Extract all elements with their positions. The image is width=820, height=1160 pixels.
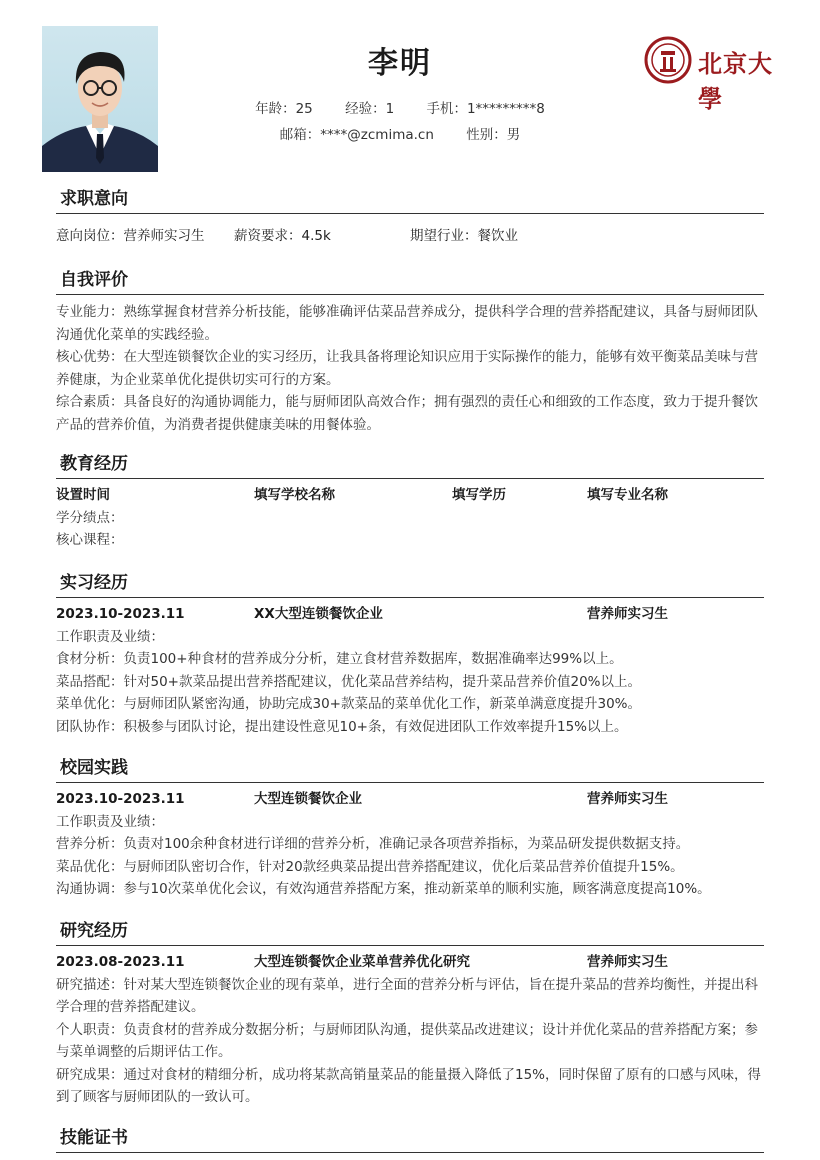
internship-time: 2023.10-2023.11	[56, 606, 185, 622]
desired-position: 意向岗位：营养师实习生	[56, 228, 205, 244]
campus-line: 菜品优化：与厨师团队密切合作，针对20款经典菜品提出营养搭配建议，优化后菜品营养价值提升15%。	[56, 858, 684, 875]
expected-salary: 薪资要求：4.5k	[234, 228, 331, 244]
section-objective	[56, 187, 764, 248]
education-header-row	[56, 484, 764, 507]
experience-value: 1	[385, 101, 395, 117]
objective-row	[56, 225, 764, 248]
research-paragraph: 研究描述：针对某大型连锁餐饮企业的现有菜单，进行全面的营养分析与评估，旨在提升菜品的营养均衡性，并提出科学合理的营养搭配建议。	[56, 976, 758, 1015]
self-evaluation-paragraph: 核心优势：在大型连锁餐饮企业的实习经历，让我具备将理论知识应用于实际操作的能力，能够有效平衡菜品美味与营养健康，为企业菜单优化提供切实可行的方案。	[56, 349, 758, 388]
section-education	[56, 452, 764, 552]
age-value: 25	[295, 101, 313, 117]
university-logo	[644, 36, 794, 113]
info-line-2	[0, 123, 800, 143]
self-evaluation-paragraph: 专业能力：熟练掌握食材营养分析技能，能够准确评估菜品营养成分，提供科学合理的营养搭配建议，具备与厨师团队沟通优化菜单的实践经验。	[56, 304, 758, 343]
internship-role: 营养师实习生	[587, 606, 668, 622]
section-skills	[56, 1126, 764, 1153]
campus-role: 营养师实习生	[587, 791, 668, 807]
internship-line: 工作职责及业绩：	[56, 628, 164, 645]
education-time: 设置时间	[56, 487, 110, 503]
university-logo-text: 北京大學	[698, 49, 773, 113]
campus-company: 大型连锁餐饮企业	[254, 791, 362, 807]
section-title: 技能证书	[56, 1126, 764, 1153]
section-title: 研究经历	[56, 919, 764, 946]
campus-line: 营养分析：负责对100余种食材进行详细的营养分析，准确记录各项营养指标，为菜品研发提供数据支持。	[56, 836, 690, 852]
section-title: 实习经历	[56, 571, 764, 598]
gender-value: 男	[506, 127, 521, 143]
internship-header-row	[56, 603, 764, 626]
section-internship	[56, 571, 764, 738]
research-role: 营养师实习生	[587, 954, 668, 970]
section-title: 教育经历	[56, 452, 764, 479]
section-title: 求职意向	[56, 187, 764, 214]
research-project: 大型连锁餐饮企业菜单营养优化研究	[254, 954, 470, 970]
education-school: 填写学校名称	[254, 487, 335, 503]
internship-company: XX大型连锁餐饮企业	[254, 606, 383, 622]
phone-value: 1*********8	[466, 101, 545, 117]
internship-line: 菜单优化：与厨师团队紧密沟通，协助完成30+款菜品的菜单优化工作，新菜单满意度提升30%。	[56, 696, 641, 712]
self-evaluation-paragraph: 综合素质：具备良好的沟通协调能力，能与厨师团队高效合作；拥有强烈的责任心和细致的工作态度，致力于提升餐饮产品的营养价值，为消费者提供健康美味的用餐体验。	[56, 394, 758, 433]
university-seal-icon	[644, 36, 692, 84]
campus-line: 工作职责及业绩：	[56, 813, 164, 830]
education-degree: 填写学历	[452, 487, 506, 503]
education-major: 填写专业名称	[587, 487, 668, 503]
education-gpa: 学分绩点：	[56, 509, 124, 526]
info-line-1	[0, 97, 800, 117]
expected-industry: 期望行业：餐饮业	[410, 228, 518, 244]
internship-line: 菜品搭配：针对50+款菜品提出营养搭配建议，优化菜品营养结构，提升菜品营养价值20%以上。	[56, 673, 641, 690]
research-paragraph: 研究成果：通过对食材的精细分析，成功将某款高销量菜品的能量摄入降低了15%，同时保留了原有的口感与风味，得到了顾客与厨师团队的一致认可。	[56, 1066, 762, 1105]
section-research	[56, 919, 764, 1109]
research-header-row	[56, 951, 764, 974]
section-self-evaluation	[56, 268, 764, 436]
candidate-name: 李明	[368, 46, 432, 81]
section-campus-practice	[56, 756, 764, 901]
section-title: 校园实践	[56, 756, 764, 783]
campus-time: 2023.10-2023.11	[56, 791, 185, 807]
campus-line: 沟通协调：参与10次菜单优化会议，有效沟通营养搭配方案，推动新菜单的顺利实施，顾客满意度提高10%。	[56, 881, 711, 897]
email-item: 邮箱：****@zcmima.cn	[279, 127, 434, 143]
internship-line: 团队协作：积极参与团队讨论，提出建设性意见10+条，有效促进团队工作效率提升15%以上。	[56, 718, 628, 735]
campus-header-row	[56, 788, 764, 811]
research-paragraph: 个人职责：负责食材的营养成分数据分析；与厨师团队沟通，提供菜品改进建议；设计并优化菜品的营养搭配方案；参与菜单调整的后期评估工作。	[56, 1021, 758, 1060]
email-value: ****@zcmima.cn	[320, 127, 434, 143]
experience-item: 经验：1	[345, 101, 395, 117]
gender-item: 性别：男	[466, 127, 521, 143]
age-item: 年龄：25	[255, 101, 313, 117]
section-title: 自我评价	[56, 268, 764, 295]
research-time: 2023.08-2023.11	[56, 954, 185, 970]
phone-item: 手机：1*********8	[426, 101, 545, 117]
self-evaluation-body	[56, 301, 764, 436]
internship-line: 食材分析：负责100+种食材的营养成分分析，建立食材营养数据库，数据准确率达99%以上。	[56, 651, 623, 667]
education-courses: 核心课程：	[56, 532, 124, 548]
